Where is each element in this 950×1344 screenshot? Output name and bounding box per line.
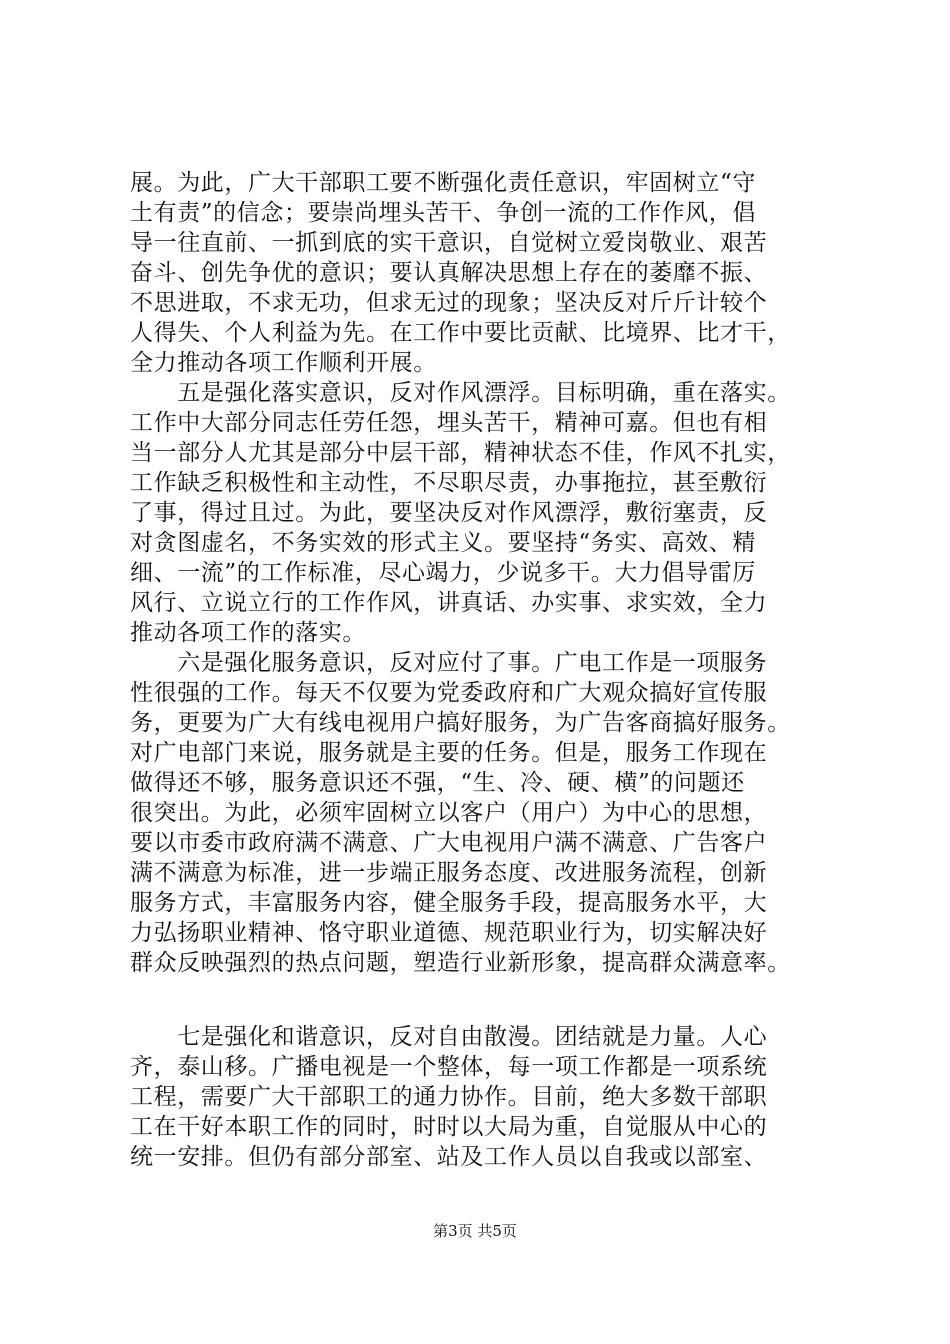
text-line: 务，更要为广大有线电视用户搞好服务，为广告客商搞好服务。 xyxy=(130,710,791,736)
text-line: 全力推动各项工作顺利开展。 xyxy=(130,350,437,376)
paragraph-block-2 xyxy=(130,1022,830,1172)
text-line: 细、一流”的工作标准，尽心竭力，少说多干。大力倡导雷厉 xyxy=(130,560,756,586)
text-line: 对贪图虚名，不务实效的形式主义。要坚持“务实、高效、精 xyxy=(130,530,756,556)
text-line: 人得失、个人利益为先。在工作中要比贡献、比境界、比才干， xyxy=(130,320,791,346)
text-line: 七是强化和谐意识，反对自由散漫。团结就是力量。人心 xyxy=(130,1024,768,1050)
text-line: 不思进取，不求无功，但求无过的现象；坚决反对斤斤计较个 xyxy=(130,290,768,316)
text-line: 性很强的工作。每天不仅要为党委政府和广大观众搞好宣传服 xyxy=(130,680,768,706)
text-line: 工作中大部分同志任劳任怨，埋头苦干，精神可嘉。但也有相 xyxy=(130,410,768,436)
text-line: 齐，泰山移。广播电视是一个整体，每一项工作都是一项系统 xyxy=(130,1054,768,1080)
text-line: 六是强化服务意识，反对应付了事。广电工作是一项服务 xyxy=(130,650,768,676)
text-line: 土有责”的信念；要崇尚埋头苦干、争创一流的工作作风，倡 xyxy=(130,200,756,226)
text-line: 推动各项工作的落实。 xyxy=(130,620,366,646)
text-line: 工在干好本职工作的同时，时时以大局为重，自觉服从中心的 xyxy=(130,1114,768,1140)
text-line: 五是强化落实意识，反对作风漂浮。目标明确，重在落实。 xyxy=(130,380,791,406)
text-line: 对广电部门来说，服务就是主要的任务。但是，服务工作现在 xyxy=(130,740,768,766)
text-line: 力弘扬职业精神、恪守职业道德、规范职业行为，切实解决好 xyxy=(130,920,768,946)
text-line: 服务方式，丰富服务内容，健全服务手段，提高服务水平，大 xyxy=(130,890,768,916)
text-line: 做得还不够，服务意识还不强，“生、冷、硬、横”的问题还 xyxy=(130,770,745,796)
paragraph-gap xyxy=(130,978,830,1022)
text-line: 了事，得过且过。为此，要坚决反对作风漂浮，敷衍塞责，反 xyxy=(130,500,768,526)
text-line: 满不满意为标准，进一步端正服务态度、改进服务流程，创新 xyxy=(130,860,768,886)
text-line: 工程，需要广大干部职工的通力协作。目前，绝大多数干部职 xyxy=(130,1084,768,1110)
text-line: 风行、立说立行的工作作风，讲真话、办实事、求实效，全力 xyxy=(130,590,768,616)
text-line: 展。为此，广大干部职工要不断强化责任意识，牢固树立“守 xyxy=(130,170,756,196)
text-line: 统一安排。但仍有部分部室、站及工作人员以自我或以部室、 xyxy=(130,1144,768,1170)
text-line: 当一部分人尤其是部分中层干部，精神状态不佳，作风不扎实， xyxy=(130,440,791,466)
text-line: 奋斗、创先争优的意识；要认真解决思想上存在的萎靡不振、 xyxy=(130,260,768,286)
text-line: 要以市委市政府满不满意、广大电视用户满不满意、广告客户 xyxy=(130,830,768,856)
text-line: 群众反映强烈的热点问题，塑造行业新形象，提高群众满意率。 xyxy=(130,950,791,976)
text-line: 工作缺乏积极性和主动性，不尽职尽责，办事拖拉，甚至敷衍 xyxy=(130,470,768,496)
body-text xyxy=(130,168,830,1172)
text-line: 很突出。为此，必须牢固树立以客户（用户）为中心的思想， xyxy=(130,800,768,826)
text-line: 导一往直前、一抓到底的实干意识，自觉树立爱岗敬业、艰苦 xyxy=(130,230,768,256)
page-footer: 第3页 共5页 xyxy=(433,1222,517,1240)
paragraph-block-1 xyxy=(130,168,830,978)
